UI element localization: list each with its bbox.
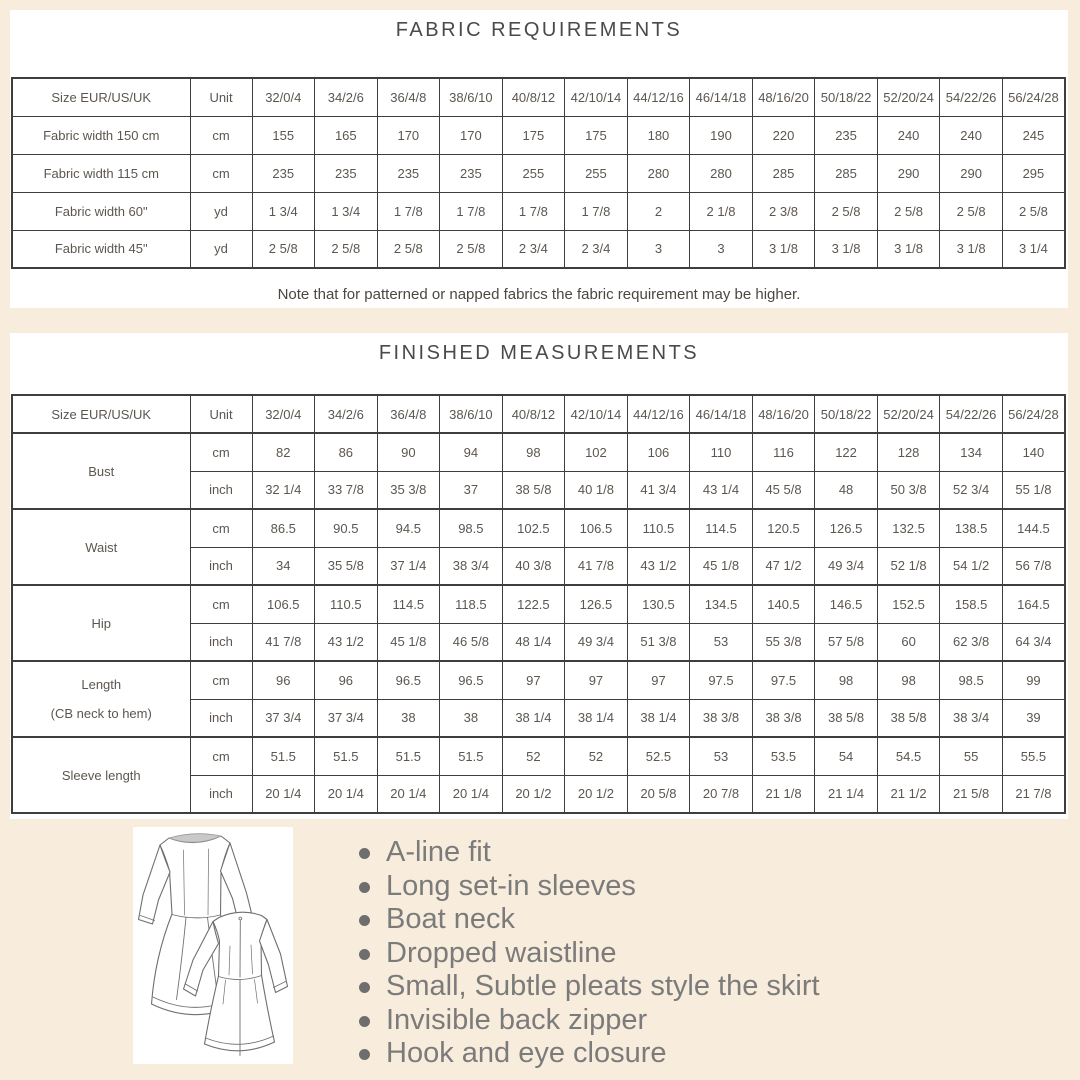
dress-illustration-box [133, 827, 293, 1064]
size-column-header: 54/22/26 [940, 78, 1003, 116]
measurement-value-cell: 94.5 [377, 509, 440, 547]
feature-item: A-line fit [358, 836, 998, 870]
fabric-value-cell: 220 [752, 116, 815, 154]
fabric-row [12, 154, 1065, 192]
measurement-value-cell: 38 3/4 [440, 547, 503, 585]
fabric-value-cell: 165 [315, 116, 378, 154]
measurement-value-cell: 43 1/2 [315, 623, 378, 661]
fabric-value-cell: 1 3/4 [315, 192, 378, 230]
feature-item: Long set-in sleeves [358, 870, 998, 904]
measurement-value-cell: 38 3/8 [752, 699, 815, 737]
fabric-value-cell: 290 [877, 154, 940, 192]
measurement-value-cell: 38 5/8 [502, 471, 565, 509]
fabric-value-cell: 175 [502, 116, 565, 154]
measurement-value-cell: 33 7/8 [315, 471, 378, 509]
fabric-value-cell: 285 [752, 154, 815, 192]
measurement-value-cell: 35 3/8 [377, 471, 440, 509]
measurement-value-cell: 86 [315, 433, 378, 471]
measurement-value-cell: 50 3/8 [877, 471, 940, 509]
fabric-value-cell: 155 [252, 116, 315, 154]
feature-item: Boat neck [358, 903, 998, 937]
measurement-value-cell: 55 3/8 [752, 623, 815, 661]
fabric-value-cell: 3 1/8 [877, 230, 940, 268]
fabric-value-cell: 190 [690, 116, 753, 154]
fabric-value-cell: 235 [252, 154, 315, 192]
fabric-row-unit: cm [190, 116, 252, 154]
measurement-value-cell: 122 [815, 433, 878, 471]
measurement-value-cell: 96.5 [377, 661, 440, 699]
measurement-value-cell: 32 1/4 [252, 471, 315, 509]
measurement-value-cell: 98.5 [440, 509, 503, 547]
measurement-value-cell: 138.5 [940, 509, 1003, 547]
measurement-value-cell: 158.5 [940, 585, 1003, 623]
measurement-unit-cm: cm [190, 661, 252, 699]
measurement-value-cell: 41 7/8 [252, 623, 315, 661]
feature-item: Small, Subtle pleats style the skirt [358, 970, 998, 1004]
measurement-value-cell: 46 5/8 [440, 623, 503, 661]
measurement-value-cell: 48 [815, 471, 878, 509]
fabric-value-cell: 280 [627, 154, 690, 192]
measurement-value-cell: 126.5 [815, 509, 878, 547]
fabric-value-cell: 235 [377, 154, 440, 192]
measurement-value-cell: 39 [1002, 699, 1065, 737]
size-column-header: 52/20/24 [877, 395, 940, 433]
fabric-row-unit: cm [190, 154, 252, 192]
measurement-value-cell: 45 5/8 [752, 471, 815, 509]
measurement-value-cell: 102.5 [502, 509, 565, 547]
back-right-sleeve [260, 920, 288, 993]
measurement-value-cell: 48 1/4 [502, 623, 565, 661]
measurement-value-cell: 140.5 [752, 585, 815, 623]
measurement-value-cell: 114.5 [690, 509, 753, 547]
measurement-value-cell: 49 3/4 [815, 547, 878, 585]
measurement-value-cell: 52 [502, 737, 565, 775]
measurement-value-cell: 110 [690, 433, 753, 471]
measurement-value-cell: 52 1/8 [877, 547, 940, 585]
measurement-value-cell: 20 1/4 [252, 775, 315, 813]
measurement-row-cm [12, 661, 1065, 699]
measurement-value-cell: 55.5 [1002, 737, 1065, 775]
measurement-value-cell: 40 3/8 [502, 547, 565, 585]
measurement-value-cell: 94 [440, 433, 503, 471]
size-column-header: 56/24/28 [1002, 78, 1065, 116]
measurement-value-cell: 54 [815, 737, 878, 775]
fabric-value-cell: 2 3/8 [752, 192, 815, 230]
fabric-row-unit: yd [190, 192, 252, 230]
measurement-value-cell: 53.5 [752, 737, 815, 775]
measurement-value-cell: 96 [315, 661, 378, 699]
measurement-value-cell: 21 1/2 [877, 775, 940, 813]
measurement-value-cell: 102 [565, 433, 628, 471]
fabric-row-unit: yd [190, 230, 252, 268]
measurement-value-cell: 21 7/8 [1002, 775, 1065, 813]
measurement-value-cell: 20 1/4 [315, 775, 378, 813]
measurement-value-cell: 20 1/4 [440, 775, 503, 813]
fabric-value-cell: 290 [940, 154, 1003, 192]
size-header-label: Size EUR/US/UK [12, 395, 190, 433]
measurement-value-cell: 38 5/8 [815, 699, 878, 737]
measurement-group-label: Sleeve length [12, 737, 190, 813]
size-column-header: 42/10/14 [565, 78, 628, 116]
measurement-group-label: Length (CB neck to hem) [12, 661, 190, 737]
fabric-row [12, 192, 1065, 230]
size-column-header: 50/18/22 [815, 395, 878, 433]
measurement-value-cell: 51.5 [315, 737, 378, 775]
fabric-row [12, 230, 1065, 268]
measurement-value-cell: 40 1/8 [565, 471, 628, 509]
measurement-row-cm [12, 737, 1065, 775]
measurement-value-cell: 38 1/4 [565, 699, 628, 737]
measurement-value-cell: 38 3/4 [940, 699, 1003, 737]
measurement-value-cell: 53 [690, 737, 753, 775]
measurement-value-cell: 164.5 [1002, 585, 1065, 623]
measurement-group-label: Hip [12, 585, 190, 661]
size-column-header: 46/14/18 [690, 395, 753, 433]
measurement-value-cell: 128 [877, 433, 940, 471]
fabric-value-cell: 2 3/4 [502, 230, 565, 268]
measurement-value-cell: 118.5 [440, 585, 503, 623]
measurement-value-cell: 114.5 [377, 585, 440, 623]
measurement-value-cell: 130.5 [627, 585, 690, 623]
measurement-value-cell: 106.5 [252, 585, 315, 623]
measurement-value-cell: 21 1/4 [815, 775, 878, 813]
measurement-value-cell: 41 7/8 [565, 547, 628, 585]
size-column-header: 38/6/10 [440, 395, 503, 433]
finished-measurements-panel [10, 333, 1068, 819]
fabric-requirements-table [11, 77, 1066, 269]
fabric-value-cell: 3 [690, 230, 753, 268]
fabric-value-cell: 180 [627, 116, 690, 154]
measurement-value-cell: 152.5 [877, 585, 940, 623]
fabric-value-cell: 255 [565, 154, 628, 192]
fabric-row-label: Fabric width 45" [12, 230, 190, 268]
dress-flat-sketch-icon [133, 827, 293, 1064]
unit-header-label: Unit [190, 395, 252, 433]
size-column-header: 34/2/6 [315, 395, 378, 433]
measurement-value-cell: 57 5/8 [815, 623, 878, 661]
measurement-value-cell: 146.5 [815, 585, 878, 623]
measurement-value-cell: 120.5 [752, 509, 815, 547]
measurement-unit-cm: cm [190, 737, 252, 775]
measurement-value-cell: 116 [752, 433, 815, 471]
measurement-value-cell: 47 1/2 [752, 547, 815, 585]
measurement-value-cell: 86.5 [252, 509, 315, 547]
fabric-value-cell: 1 7/8 [440, 192, 503, 230]
measurement-value-cell: 126.5 [565, 585, 628, 623]
measurement-value-cell: 38 1/4 [627, 699, 690, 737]
measurement-value-cell: 98 [815, 661, 878, 699]
measurement-value-cell: 90.5 [315, 509, 378, 547]
measurement-value-cell: 43 1/2 [627, 547, 690, 585]
measurement-unit-inch: inch [190, 623, 252, 661]
measurement-value-cell: 37 3/4 [252, 699, 315, 737]
measurement-value-cell: 21 5/8 [940, 775, 1003, 813]
measurement-value-cell: 37 3/4 [315, 699, 378, 737]
measurement-value-cell: 90 [377, 433, 440, 471]
measurement-value-cell: 41 3/4 [627, 471, 690, 509]
measurement-value-cell: 140 [1002, 433, 1065, 471]
measurement-value-cell: 97.5 [690, 661, 753, 699]
measurement-value-cell: 97 [627, 661, 690, 699]
measurement-value-cell: 98 [877, 661, 940, 699]
fabric-value-cell: 2 3/4 [565, 230, 628, 268]
measurement-value-cell: 37 1/4 [377, 547, 440, 585]
measurement-value-cell: 21 1/8 [752, 775, 815, 813]
measurement-value-cell: 49 3/4 [565, 623, 628, 661]
measurement-value-cell: 35 5/8 [315, 547, 378, 585]
measurement-value-cell: 134.5 [690, 585, 753, 623]
size-column-header: 54/22/26 [940, 395, 1003, 433]
measurement-value-cell: 64 3/4 [1002, 623, 1065, 661]
fabric-value-cell: 235 [815, 116, 878, 154]
measurement-unit-inch: inch [190, 775, 252, 813]
fabric-row-label: Fabric width 60" [12, 192, 190, 230]
fabric-requirements-title: FABRIC REQUIREMENTS [395, 19, 683, 41]
fabric-value-cell: 285 [815, 154, 878, 192]
fabric-value-cell: 3 1/8 [752, 230, 815, 268]
measurement-value-cell: 43 1/4 [690, 471, 753, 509]
size-column-header: 32/0/4 [252, 78, 315, 116]
measurement-value-cell: 20 1/4 [377, 775, 440, 813]
fabric-note: Note that for patterned or napped fabrics the fabric requirement may be higher. [277, 286, 801, 303]
measurement-unit-cm: cm [190, 585, 252, 623]
fabric-value-cell: 170 [377, 116, 440, 154]
measurement-value-cell: 55 [940, 737, 1003, 775]
size-column-header: 44/12/16 [627, 395, 690, 433]
measurement-group-label: Waist [12, 509, 190, 585]
size-header-label: Size EUR/US/UK [12, 78, 190, 116]
measurement-group-label: Bust [12, 433, 190, 509]
measurement-value-cell: 96 [252, 661, 315, 699]
fabric-value-cell: 2 5/8 [877, 192, 940, 230]
fabric-value-cell: 3 [627, 230, 690, 268]
measurement-value-cell: 54 1/2 [940, 547, 1003, 585]
measurement-value-cell: 132.5 [877, 509, 940, 547]
size-column-header: 40/8/12 [502, 78, 565, 116]
measurement-value-cell: 54.5 [877, 737, 940, 775]
measurement-value-cell: 97.5 [752, 661, 815, 699]
size-column-header: 46/14/18 [690, 78, 753, 116]
size-column-header: 48/16/20 [752, 78, 815, 116]
measurement-value-cell: 20 5/8 [627, 775, 690, 813]
unit-header-label: Unit [190, 78, 252, 116]
measurement-value-cell: 82 [252, 433, 315, 471]
size-header-row [12, 78, 1065, 116]
fabric-value-cell: 2 5/8 [815, 192, 878, 230]
measurement-value-cell: 110.5 [315, 585, 378, 623]
fabric-row [12, 116, 1065, 154]
measurement-value-cell: 51.5 [440, 737, 503, 775]
fabric-value-cell: 280 [690, 154, 753, 192]
measurement-value-cell: 56 7/8 [1002, 547, 1065, 585]
fabric-value-cell: 1 7/8 [502, 192, 565, 230]
measurement-value-cell: 38 3/8 [690, 699, 753, 737]
measurement-row-cm [12, 509, 1065, 547]
size-column-header: 38/6/10 [440, 78, 503, 116]
fabric-value-cell: 245 [1002, 116, 1065, 154]
measurement-value-cell: 20 7/8 [690, 775, 753, 813]
fabric-value-cell: 2 5/8 [1002, 192, 1065, 230]
finished-measurements-title: FINISHED MEASUREMENTS [378, 342, 700, 364]
measurement-value-cell: 52 3/4 [940, 471, 1003, 509]
measurement-value-cell: 51.5 [377, 737, 440, 775]
fabric-value-cell: 1 7/8 [377, 192, 440, 230]
finished-measurements-table [11, 394, 1066, 814]
fabric-value-cell: 3 1/8 [815, 230, 878, 268]
measurement-value-cell: 37 [440, 471, 503, 509]
measurement-value-cell: 45 1/8 [377, 623, 440, 661]
size-column-header: 50/18/22 [815, 78, 878, 116]
size-column-header: 44/12/16 [627, 78, 690, 116]
fabric-value-cell: 170 [440, 116, 503, 154]
fabric-value-cell: 2 1/8 [690, 192, 753, 230]
measurement-value-cell: 20 1/2 [502, 775, 565, 813]
measurement-value-cell: 122.5 [502, 585, 565, 623]
measurement-value-cell: 20 1/2 [565, 775, 628, 813]
size-column-header: 56/24/28 [1002, 395, 1065, 433]
feature-item: Dropped waistline [358, 937, 998, 971]
measurement-value-cell: 52 [565, 737, 628, 775]
measurement-value-cell: 38 [377, 699, 440, 737]
size-column-header: 52/20/24 [877, 78, 940, 116]
measurement-value-cell: 55 1/8 [1002, 471, 1065, 509]
size-column-header: 36/4/8 [377, 78, 440, 116]
fabric-value-cell: 2 5/8 [440, 230, 503, 268]
measurement-value-cell: 52.5 [627, 737, 690, 775]
size-column-header: 32/0/4 [252, 395, 315, 433]
size-column-header: 48/16/20 [752, 395, 815, 433]
fabric-row-label: Fabric width 150 cm [12, 116, 190, 154]
measurement-unit-cm: cm [190, 433, 252, 471]
fabric-value-cell: 235 [315, 154, 378, 192]
fabric-value-cell: 1 3/4 [252, 192, 315, 230]
size-column-header: 34/2/6 [315, 78, 378, 116]
fabric-value-cell: 3 1/8 [940, 230, 1003, 268]
fabric-requirements-panel [10, 10, 1068, 308]
measurement-value-cell: 38 5/8 [877, 699, 940, 737]
fabric-value-cell: 1 7/8 [565, 192, 628, 230]
size-column-header: 40/8/12 [502, 395, 565, 433]
fabric-value-cell: 240 [940, 116, 1003, 154]
fabric-row-label: Fabric width 115 cm [12, 154, 190, 192]
fabric-value-cell: 2 5/8 [315, 230, 378, 268]
fabric-value-cell: 240 [877, 116, 940, 154]
fabric-value-cell: 175 [565, 116, 628, 154]
measurement-value-cell: 98.5 [940, 661, 1003, 699]
measurement-value-cell: 134 [940, 433, 1003, 471]
features-list [358, 836, 998, 1071]
measurement-value-cell: 51 3/8 [627, 623, 690, 661]
measurement-unit-cm: cm [190, 509, 252, 547]
fabric-value-cell: 295 [1002, 154, 1065, 192]
measurement-row-cm [12, 433, 1065, 471]
size-column-header: 36/4/8 [377, 395, 440, 433]
fabric-value-cell: 3 1/4 [1002, 230, 1065, 268]
measurement-value-cell: 38 [440, 699, 503, 737]
measurement-value-cell: 62 3/8 [940, 623, 1003, 661]
feature-item: Hook and eye closure [358, 1037, 998, 1071]
measurement-value-cell: 34 [252, 547, 315, 585]
measurement-value-cell: 98 [502, 433, 565, 471]
size-column-header: 42/10/14 [565, 395, 628, 433]
measurement-value-cell: 97 [502, 661, 565, 699]
fabric-value-cell: 2 5/8 [252, 230, 315, 268]
back-zipper-pull [239, 917, 242, 920]
fabric-value-cell: 2 5/8 [940, 192, 1003, 230]
measurement-unit-inch: inch [190, 547, 252, 585]
measurement-value-cell: 60 [877, 623, 940, 661]
measurement-row-cm [12, 585, 1065, 623]
fabric-value-cell: 2 5/8 [377, 230, 440, 268]
measurement-value-cell: 99 [1002, 661, 1065, 699]
measurement-unit-inch: inch [190, 471, 252, 509]
measurement-value-cell: 110.5 [627, 509, 690, 547]
measurement-value-cell: 97 [565, 661, 628, 699]
measurement-value-cell: 38 1/4 [502, 699, 565, 737]
measurement-value-cell: 51.5 [252, 737, 315, 775]
measurement-value-cell: 96.5 [440, 661, 503, 699]
measurement-value-cell: 106 [627, 433, 690, 471]
fabric-value-cell: 255 [502, 154, 565, 192]
feature-item: Invisible back zipper [358, 1004, 998, 1038]
size-header-row [12, 395, 1065, 433]
measurement-value-cell: 53 [690, 623, 753, 661]
measurement-value-cell: 106.5 [565, 509, 628, 547]
fabric-value-cell: 2 [627, 192, 690, 230]
measurement-value-cell: 45 1/8 [690, 547, 753, 585]
measurement-value-cell: 144.5 [1002, 509, 1065, 547]
fabric-value-cell: 235 [440, 154, 503, 192]
measurement-unit-inch: inch [190, 699, 252, 737]
